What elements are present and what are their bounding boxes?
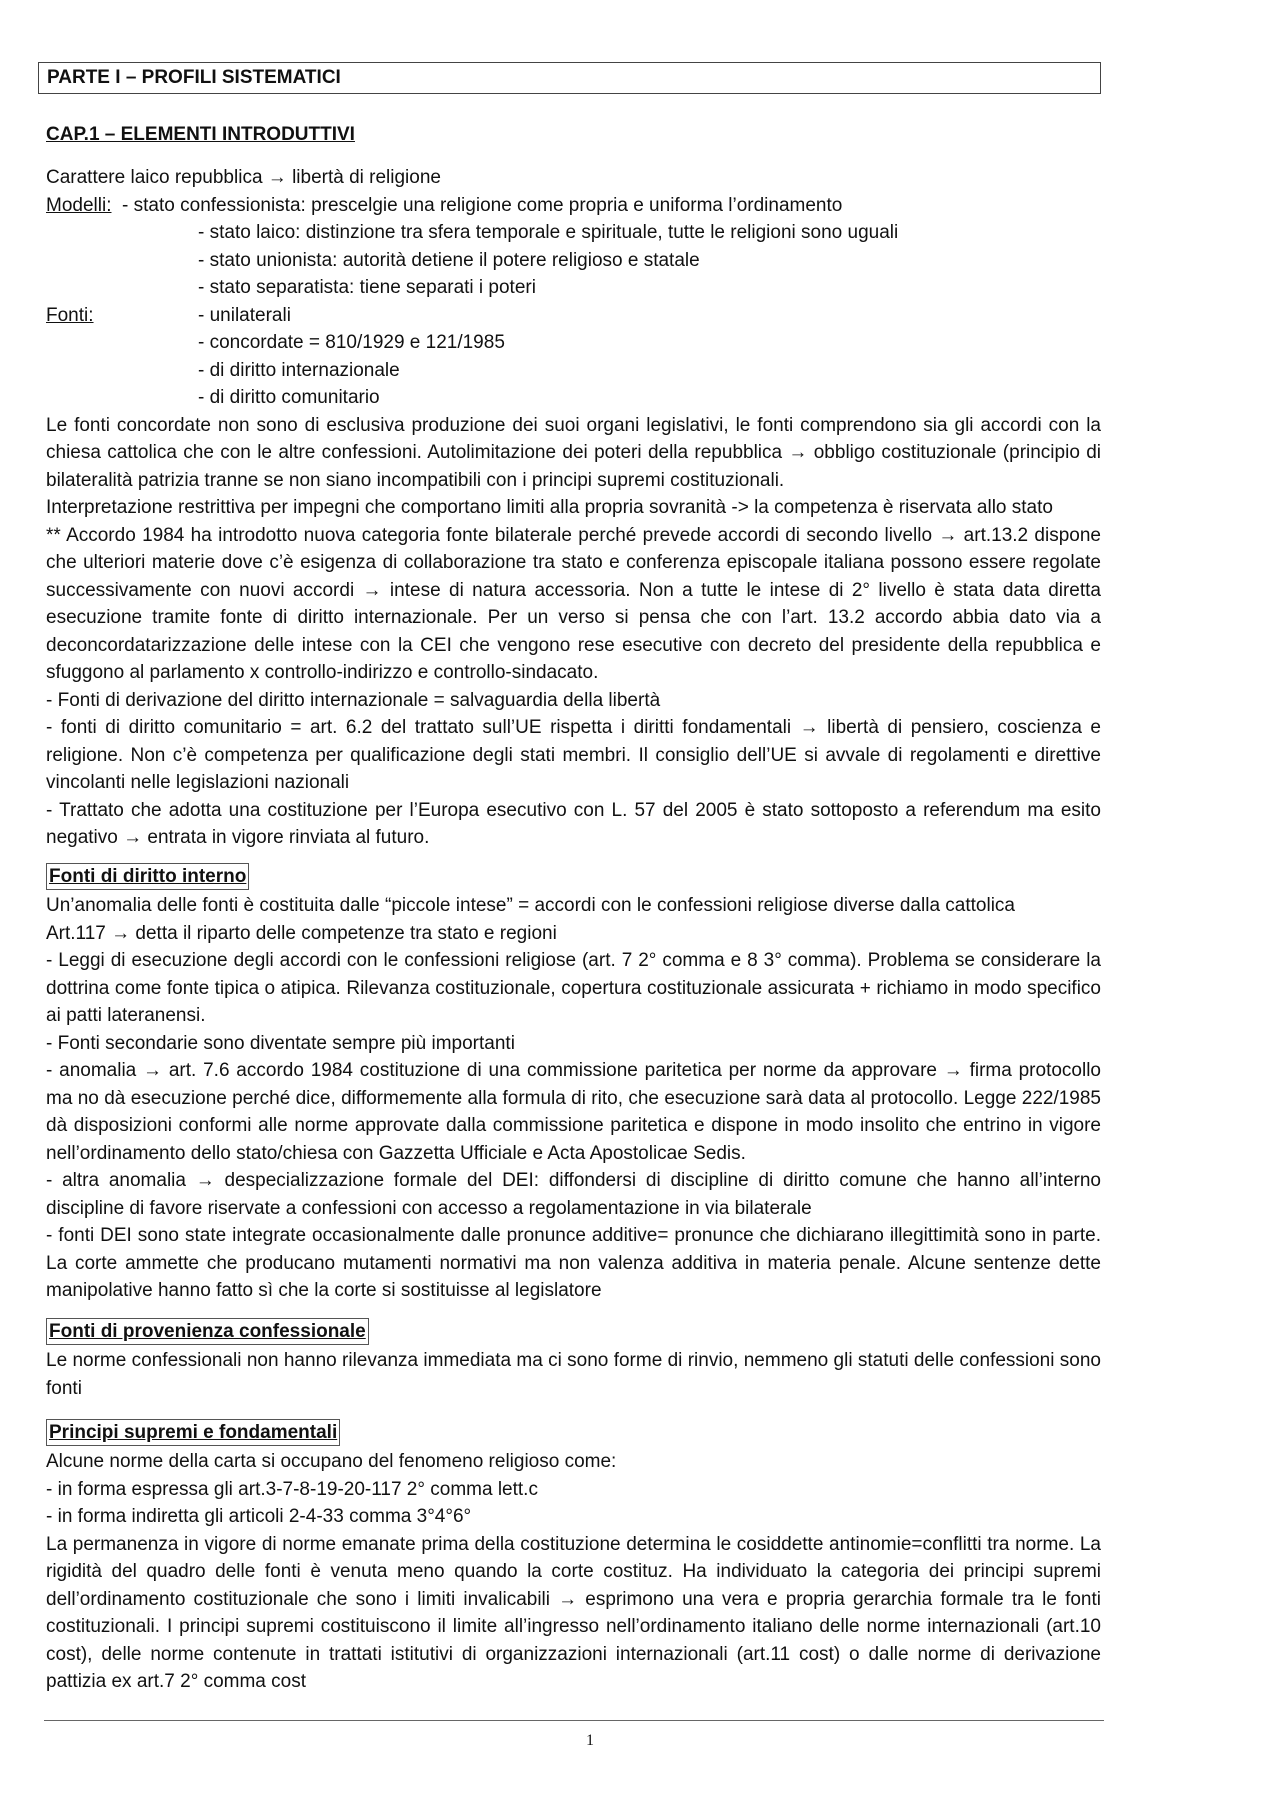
paragraph: Interpretazione restrittiva per impegni che comportano limiti alla propria sovranità -> la competenza è riservata allo stato xyxy=(46,497,1053,518)
fonti-item: - di diritto internazionale xyxy=(198,359,400,381)
paragraph: Le norme confessionali non hanno rilevanza immediata ma ci sono forme di rinvio, nemmeno gli statuti delle confessioni sono fonti xyxy=(46,1350,1101,1399)
fonti-item: - di diritto comunitario xyxy=(198,387,380,408)
paragraph: - in forma indiretta gli articoli 2-4-33 comma 3°4°6° xyxy=(46,1506,472,1527)
fonti-label: Fonti: xyxy=(46,304,94,326)
intro-section xyxy=(46,164,1101,852)
section-heading: Principi supremi e fondamentali xyxy=(46,1419,340,1446)
modelli-label: Modelli: xyxy=(46,194,112,216)
fonti-item: - unilaterali xyxy=(198,304,291,326)
paragraph: - fonti di diritto comunitario = art. 6.2 del trattato sull’UE rispetta i diritti fondamentali → libertà di pensiero, coscienza e religione. Non c’è competenza per qualificazione degli stati membri. Il consiglio dell’UE si avvale di regolamenti e direttive vincolanti nelle legislazioni nazionali xyxy=(46,717,1101,793)
paragraph: Alcune norme della carta si occupano del fenomeno religioso come: xyxy=(46,1451,617,1472)
chapter-title: CAP.1 – ELEMENTI INTRODUTTIVI xyxy=(46,124,355,145)
paragraph: - Fonti secondarie sono diventate sempre più importanti xyxy=(46,1032,515,1054)
paragraph: - Leggi di esecuzione degli accordi con le confessioni religiose (art. 7 2° comma e 8 3° comma). Problema se considerare la dottrina come fonte tipica o atipica. Rilevanza costituzionale, copertura costituzionale assicurata + richiamo in modo specifico ai patti lateranensi. xyxy=(46,950,1101,1026)
paragraph: - anomalia → art. 7.6 accordo 1984 costituzione di una commissione paritetica per norme da approvare → firma protocollo ma no dà esecuzione perché dice, difformemente alla formula di rito, che esecuzione sarà data al protocollo. Legge 222/1985 dà disposizioni conformi alle norme approvate dalla commissione paritetica e dispone in modo insolito che entrino in vigore nell’ordinamento dello stato/chiesa con Gazzetta Ufficiale e Acta Apostolicae Sedis. xyxy=(46,1060,1101,1164)
paragraph: ** Accordo 1984 ha introdotto nuova categoria fonte bilaterale perché prevede accordi di secondo livello → art.13.2 dispone che ulteriori materie dove c’è esigenza di collaborazione tra stato e conferenza episcopale italiana possono essere regolate successivamente con nuovi accordi → intese di natura accessoria. Non a tutte le intese di 2° livello è stata data diretta esecuzione tramite fonte di diritto internazionale. Per un verso si pensa che con l’art. 13.2 accordo abbia dato via a deconcordatarizzazione delle intese con la CEI che vengono rese esecutive con decreto del presidente della repubblica e sfuggono al parlamento x controllo-indirizzo e controllo-sindacato. xyxy=(46,524,1101,683)
section-heading: Fonti di diritto interno xyxy=(46,863,249,890)
modelli-item: - stato confessionista: prescelgie una religione come propria e uniforma l’ordinamento xyxy=(122,194,843,216)
footer-rule xyxy=(44,1720,1104,1721)
modelli-item: - stato separatista: tiene separati i poteri xyxy=(198,277,536,298)
section-heading: Fonti di provenienza confessionale xyxy=(46,1318,369,1345)
modelli-item: - stato laico: distinzione tra sfera temporale e spirituale, tutte le religioni sono uguali xyxy=(198,222,899,243)
intro-line: Carattere laico repubblica → libertà di religione xyxy=(46,167,441,188)
modelli-item: - stato unionista: autorità detiene il potere religioso e statale xyxy=(198,249,700,271)
section-fonti-diritto-interno xyxy=(46,863,1101,1305)
modelli-row xyxy=(46,192,1101,220)
fonti-item: - concordate = 810/1929 e 121/1985 xyxy=(198,332,505,353)
paragraph: Un’anomalia delle fonti è costituita dalle “piccole intese” = accordi con le confessioni religiose diverse dalla cattolica xyxy=(46,895,1015,916)
section-principi-supremi xyxy=(46,1419,1101,1696)
section-fonti-provenienza-confessionale xyxy=(46,1318,1101,1402)
paragraph: - in forma espressa gli art.3-7-8-19-20-117 2° comma lett.c xyxy=(46,1478,538,1500)
paragraph: - Fonti di derivazione del diritto internazionale = salvaguardia della libertà xyxy=(46,689,661,711)
paragraph: - fonti DEI sono state integrate occasionalmente dalle pronunce additive= pronunce che dichiarano illegittimità sono in parte. La corte ammette che producano mutamenti normativi ma non valenza additiva in materia penale. Alcune sentenze dette manipolative hanno fatto sì che la corte si sostituisse al legislatore xyxy=(46,1225,1101,1301)
fonti-row xyxy=(46,302,1101,330)
paragraph: - Trattato che adotta una costituzione per l’Europa esecutivo con L. 57 del 2005 è stato sottoposto a referendum ma esito negativo → entrata in vigore rinviata al futuro. xyxy=(46,799,1101,848)
paragraph: Le fonti concordate non sono di esclusiva produzione dei suoi organi legislativi, le fonti comprendono sia gli accordi con la chiesa cattolica che con le altre confessioni. Autolimitazione dei poteri della repubblica → obbligo costituzionale (principio di bilateralità patrizia tranne se non siano incompatibili con i principi supremi costituzionali. xyxy=(46,414,1101,491)
paragraph: La permanenza in vigore di norme emanate prima della costituzione determina le cosiddette antinomie=conflitti tra norme. La rigidità del quadro delle fonti è venuta meno quando la corte costituz. Ha individuato la categoria dei principi supremi dell’ordinamento costituzionale che sono i limiti invalicabili → esprimono una vera e propria gerarchia formale tra le fonti costituzionali. I principi supremi costituiscono il limite all’ingresso nell’ordinamento italiano delle norme internazionali (art.10 cost), delle norme contenute in trattati istitutivi di organizzazioni internazionali (art.11 cost) o dalle norme di derivazione pattizia ex art.7 2° comma cost xyxy=(46,1533,1101,1692)
paragraph: Art.117 → detta il riparto delle competenze tra stato e regioni xyxy=(46,922,557,944)
paragraph: - altra anomalia → despecializzazione formale del DEI: diffondersi di discipline di diritto comune che hanno all’interno discipline di favore riservate a confessioni con accesso a regolamentazione in via bilaterale xyxy=(46,1170,1101,1219)
part-title: PARTE I – PROFILI SISTEMATICI xyxy=(38,62,1101,94)
page-number: 1 xyxy=(586,1732,594,1749)
